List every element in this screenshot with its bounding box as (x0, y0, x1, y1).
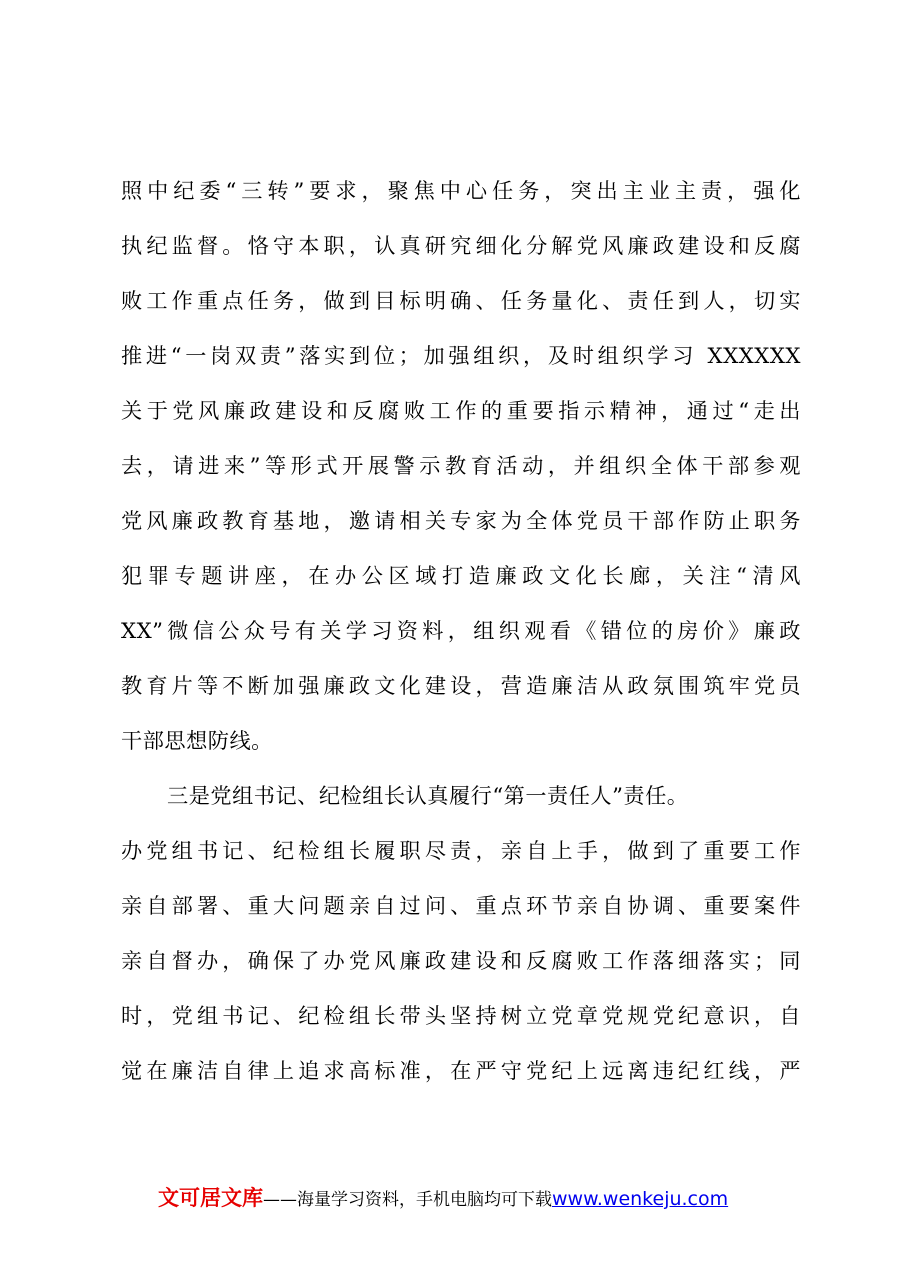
text-line: XX”微信公众号有关学习资料，组织观看《错位的房价》廉政 (121, 618, 801, 643)
text-line: 关于党风廉政建设和反腐败工作的重要指示精神，通过“走出 (121, 398, 801, 423)
footer-slogan: ——海量学习资料，手机电脑均可下载 (263, 1190, 552, 1210)
text-line: 执纪监督。恪守本职，认真研究细化分解党风廉政建设和反腐 (121, 233, 801, 258)
text-line: 觉在廉洁自律上追求高标准，在严守党纪上远离违纪红线，严 (121, 1058, 801, 1083)
text-line: 败工作重点任务，做到目标明确、任务量化、责任到人，切实 (121, 288, 801, 313)
text-line: 犯罪专题讲座，在办公区域打造廉政文化长廊，关注“清风 (121, 563, 801, 588)
text-line: 时，党组书记、纪检组长带头坚持树立党章党规党纪意识，自 (121, 1003, 801, 1028)
footer-banner (158, 1182, 798, 1212)
text-line: 三是党组书记、纪检组长认真履行“第一责任人”责任。 (167, 783, 689, 808)
text-line: 照中纪委“三转”要求，聚焦中心任务，突出主业主责，强化 (121, 178, 801, 203)
paragraph-1 (121, 163, 801, 768)
paragraph-2 (121, 768, 801, 1098)
brand-name: 文可居文库 (158, 1186, 263, 1210)
text-line: 办党组书记、纪检组长履职尽责，亲自上手，做到了重要工作 (121, 838, 801, 863)
text-line: 党风廉政教育基地，邀请相关专家为全体党员干部作防止职务 (121, 508, 801, 533)
document-body (121, 163, 801, 1098)
text-line: 教育片等不断加强廉政文化建设，营造廉洁从政氛围筑牢党员 (121, 673, 801, 698)
text-line: 推进“一岗双责”落实到位；加强组织，及时组织学习 XXXXXX (121, 343, 801, 368)
text-line: 亲自督办，确保了办党风廉政建设和反腐败工作落细落实；同 (121, 948, 801, 973)
text-line: 亲自部署、重大问题亲自过问、重点环节亲自协调、重要案件 (121, 893, 801, 918)
text-line: 去，请进来”等形式开展警示教育活动，并组织全体干部参观 (121, 453, 801, 478)
text-line: 干部思想防线。 (121, 728, 273, 753)
website-link[interactable]: www.wenkeju.com (552, 1188, 729, 1210)
